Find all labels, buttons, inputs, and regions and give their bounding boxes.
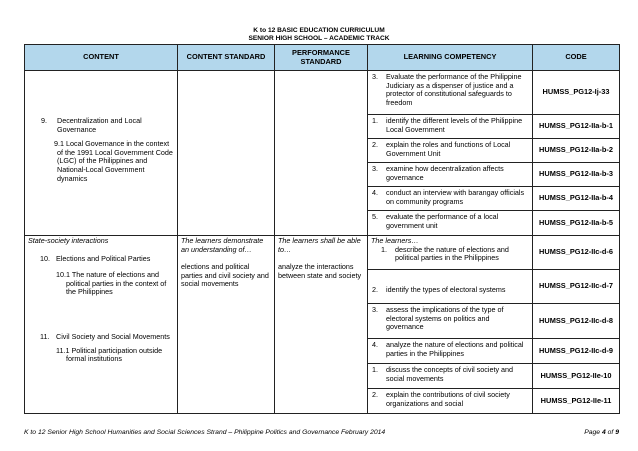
col-header-performance-standard: PERFORMANCE STANDARD (275, 45, 368, 71)
learners-intro: The learners… (371, 236, 419, 245)
competency-text: analyze the nature of elections and political parties in the Philippines (386, 340, 524, 358)
competency-number: 2. (372, 285, 378, 295)
competency-number: 2. (372, 140, 378, 149)
content-item-10-1: 10.1 The nature of elections and political parties in the context of the Philippines (56, 270, 167, 297)
competency-item (368, 339, 532, 358)
code-cell: HUMSS_PG12-IIc-d-9 (533, 339, 620, 364)
competency-number: 2. (372, 390, 378, 399)
item-title: Civil Society and Social Movements (56, 331, 170, 341)
content-item-11 (28, 333, 174, 342)
footer-document-title: K to 12 Senior High School Humanities and Social Sciences Strand – Philippine Politics and Governance February 2014 (24, 429, 386, 436)
competency-cell (368, 211, 533, 236)
competency-text: describe the nature of elections and political parties in the Philippines (395, 244, 509, 263)
competency-number: 3. (372, 305, 378, 314)
track-title: SENIOR HIGH SCHOOL – ACADEMIC TRACK (248, 35, 390, 42)
curriculum-title: K to 12 BASIC EDUCATION CURRICULUM (253, 27, 385, 34)
competency-cell (368, 304, 533, 339)
col-header-code: CODE (533, 45, 620, 71)
competency-text: explain the roles and functions of Local Government Unit (386, 140, 511, 158)
item-title: Elections and Political Parties (56, 253, 151, 263)
code-cell: HUMSS_PG12-IIc-d-8 (533, 304, 620, 339)
footer-page-number (584, 429, 619, 436)
competency-number: 3. (372, 72, 378, 81)
content-item-11-1: 11.1 Political participation outside formal institutions (56, 345, 163, 364)
competency-text: assess the implications of the type of electoral systems on politics and governance (386, 305, 504, 332)
competency-cell (368, 364, 533, 389)
competency-text: identify the types of electoral systems (386, 285, 506, 295)
page-number-part: Page (584, 429, 602, 436)
content-item-9 (29, 117, 173, 134)
competency-number: 5. (372, 212, 378, 221)
competency-cell (368, 139, 533, 163)
performance-standard-body: analyze the interactions between state and society (278, 262, 362, 280)
competency-cell (368, 187, 533, 211)
competency-cell (368, 163, 533, 187)
code-cell: HUMSS_PG12-IIc-d-7 (533, 270, 620, 304)
content-state-society: State-society interactions (28, 236, 109, 245)
code-cell: HUMSS_PG12-IIa-b-4 (533, 187, 620, 211)
code-cell: HUMSS_PG12-IIa-b-1 (533, 115, 620, 139)
competency-cell (368, 115, 533, 139)
page-number-part: 9 (615, 429, 619, 436)
competency-cell (368, 339, 533, 364)
item-title: Decentralization and Local Governance (57, 116, 142, 134)
table-row (25, 236, 620, 270)
content-standard-intro: The learners demonstrate an understanding of… (181, 236, 264, 254)
code-cell: HUMSS_PG12-Ij-33 (533, 71, 620, 115)
competency-number: 4. (372, 188, 378, 197)
competency-item (368, 304, 532, 332)
competency-cell (368, 270, 533, 304)
page-number-part: 4 (601, 429, 606, 436)
competency-item (368, 163, 532, 182)
item-number: 10. (40, 253, 50, 263)
curriculum-table (24, 44, 620, 414)
col-header-content-standard: CONTENT STANDARD (178, 45, 275, 71)
competency-number: 1. (372, 116, 378, 125)
code-cell: HUMSS_PG12-IIa-b-3 (533, 163, 620, 187)
competency-cell (368, 389, 533, 414)
competency-text: explain the contributions of civil society organizations and social (386, 390, 510, 408)
competency-number: 1. (381, 244, 387, 254)
competency-item (368, 139, 532, 158)
competency-item (368, 71, 532, 107)
competency-text: conduct an interview with barangay officials on community programs (386, 188, 525, 206)
competency-item (368, 278, 532, 295)
competency-text: evaluate the performance of a local government unit (386, 212, 499, 230)
item-number: 11. (40, 331, 50, 341)
competency-item (371, 246, 529, 263)
code-cell: HUMSS_PG12-IIc-d-6 (533, 236, 620, 270)
competency-item (368, 389, 532, 408)
table-header-row (25, 45, 620, 71)
competency-item (368, 187, 532, 206)
content-cell-state-society (25, 236, 178, 414)
competency-item (368, 364, 532, 383)
competency-number: 3. (372, 164, 378, 173)
code-cell: HUMSS_PG12-IIe-10 (533, 364, 620, 389)
col-header-content: CONTENT (25, 45, 178, 71)
competency-cell (368, 71, 533, 115)
page-number-part: of (605, 429, 616, 436)
item-number: 9. (41, 116, 47, 125)
col-header-learning-competency: LEARNING COMPETENCY (368, 45, 533, 71)
content-item-9-1: 9.1 Local Governance in the context of the 1991 Local Government Code (LGC) of the Philippines and National-Local Government dynamics (54, 139, 173, 183)
content-standard-cell (178, 236, 275, 414)
code-cell: HUMSS_PG12-IIa-b-5 (533, 211, 620, 236)
content-cell-decentralization (25, 71, 178, 236)
content-standard-body: elections and political parties and civil society and social movements (181, 262, 269, 289)
competency-text: identify the different levels of the Philippine Local Government (386, 116, 523, 134)
table-row (25, 71, 620, 115)
competency-number: 1. (372, 365, 378, 374)
competency-item (368, 115, 532, 134)
code-cell: HUMSS_PG12-IIa-b-2 (533, 139, 620, 163)
performance-standard-cell-empty (275, 71, 368, 236)
competency-text: discuss the concepts of civil society and social movements (386, 365, 514, 383)
competency-text: Evaluate the performance of the Philippine Judiciary as a dispenser of justice and a protector of constitutional safeguards to freedom (386, 72, 522, 107)
competency-item (368, 211, 532, 230)
code-cell: HUMSS_PG12-IIe-11 (533, 389, 620, 414)
content-standard-cell-empty (178, 71, 275, 236)
competency-number: 4. (372, 340, 378, 349)
competency-text: examine how decentralization affects governance (386, 164, 504, 182)
performance-standard-cell (275, 236, 368, 414)
content-item-10 (28, 255, 174, 264)
competency-cell (368, 236, 533, 270)
performance-standard-intro: The learners shall be able to… (278, 236, 361, 254)
